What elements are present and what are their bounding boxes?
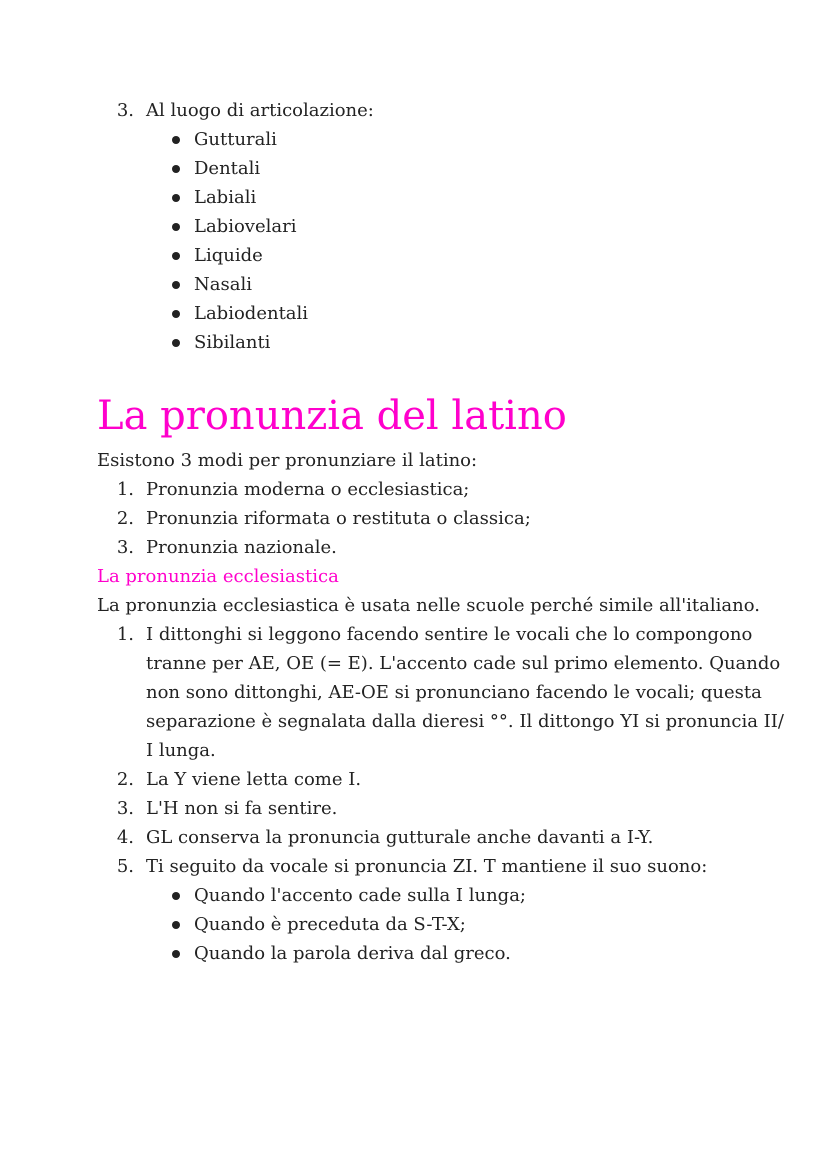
rule-line: tranne per AE, OE (= E). L'accento cade sul primo elemento. Quando xyxy=(146,653,781,674)
list-item: Quando la parola deriva dal greco. xyxy=(194,943,511,964)
bullet-icon xyxy=(172,136,180,144)
bullet-icon xyxy=(172,921,180,929)
section-title: La pronunzia del latino xyxy=(97,393,567,439)
subsection-title: La pronunzia ecclesiastica xyxy=(97,566,339,587)
list-item: Quando è preceduta da S-T-X; xyxy=(194,914,466,935)
rule-line: Ti seguito da vocale si pronuncia ZI. T mantiene il suo suono: xyxy=(146,856,708,877)
list-number: 3. xyxy=(116,100,134,121)
list-item: Pronunzia riformata o restituta o classica; xyxy=(146,508,531,529)
bullet-icon xyxy=(172,950,180,958)
bullet-icon xyxy=(172,892,180,900)
list-item: Gutturali xyxy=(194,129,277,150)
list-item: Pronunzia nazionale. xyxy=(146,537,337,558)
subsection-intro: La pronunzia ecclesiastica è usata nelle scuole perché simile all'italiano. xyxy=(97,595,760,616)
list-item: Pronunzia moderna o ecclesiastica; xyxy=(146,479,470,500)
list-item: Sibilanti xyxy=(194,332,271,353)
list-item: Labiali xyxy=(194,187,257,208)
bullet-icon xyxy=(172,194,180,202)
rule-line: I lunga. xyxy=(146,740,216,761)
rule-line: I dittonghi si leggono facendo sentire le vocali che lo compongono xyxy=(146,624,753,645)
bullet-icon xyxy=(172,281,180,289)
list-item: Labiodentali xyxy=(194,303,309,324)
rule-line: GL conserva la pronuncia gutturale anche davanti a I-Y. xyxy=(146,827,654,848)
rule-line: La Y viene letta come I. xyxy=(146,769,362,790)
list-number: 4. xyxy=(116,827,134,848)
rule-line: non sono dittonghi, AE-OE si pronunciano facendo le vocali; questa xyxy=(146,682,762,703)
list-item: Liquide xyxy=(194,245,263,266)
rule-line: L'H non si fa sentire. xyxy=(146,798,338,819)
bullet-icon xyxy=(172,339,180,347)
list-item: Nasali xyxy=(194,274,252,295)
list-number: 3. xyxy=(116,798,134,819)
bullet-icon xyxy=(172,310,180,318)
list-number: 2. xyxy=(116,769,134,790)
rule-line: separazione è segnalata dalla dieresi °°. Il dittongo YI si pronuncia II/ xyxy=(146,711,784,732)
list-item: Quando l'accento cade sulla I lunga; xyxy=(194,885,526,906)
list-item: Labiovelari xyxy=(194,216,297,237)
list-number: 1. xyxy=(116,624,134,645)
list-number: 1. xyxy=(116,479,134,500)
list-item: Dentali xyxy=(194,158,261,179)
list-number: 2. xyxy=(116,508,134,529)
bullet-icon xyxy=(172,165,180,173)
list-number: 3. xyxy=(116,537,134,558)
list-number: 5. xyxy=(116,856,134,877)
section-intro: Esistono 3 modi per pronunziare il latino: xyxy=(97,450,478,471)
list-heading: Al luogo di articolazione: xyxy=(146,100,374,121)
bullet-icon xyxy=(172,252,180,260)
bullet-icon xyxy=(172,223,180,231)
